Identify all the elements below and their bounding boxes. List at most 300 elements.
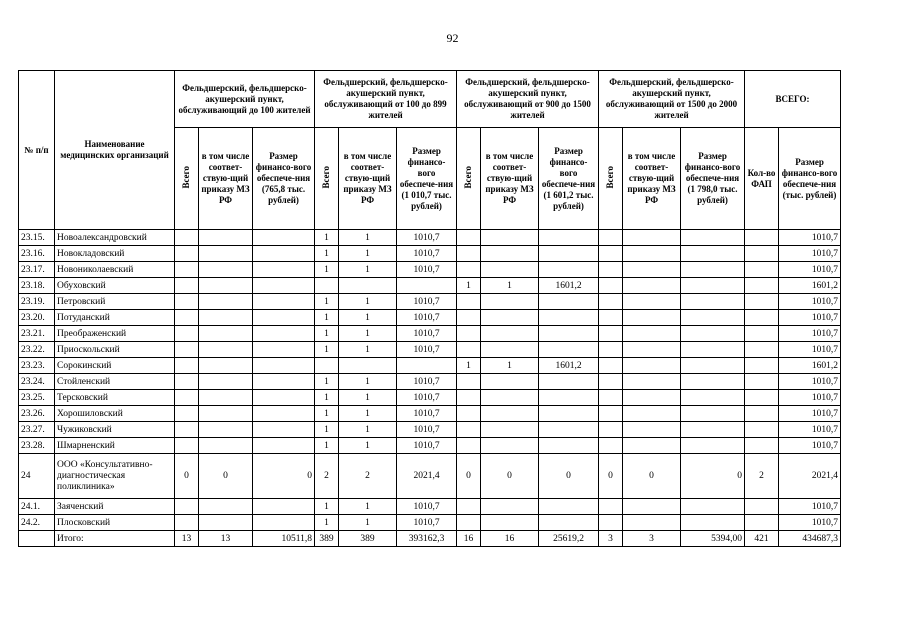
org-name-cell: Петровский [55,294,175,310]
value-cell: 1 [481,358,539,374]
value-cell [199,310,253,326]
table-row [19,438,841,454]
value-cell [253,438,315,454]
value-cell [253,342,315,358]
value-cell: 1010,7 [779,422,841,438]
value-cell: 1010,7 [779,499,841,515]
value-cell [681,438,745,454]
sub-header: Размер финансо-вого обеспече-ния (тыс. рублей) [779,128,841,230]
value-cell: 0 [681,454,745,499]
org-name-cell: Терсковский [55,390,175,406]
value-cell [457,390,481,406]
value-cell [599,342,623,358]
value-cell [623,390,681,406]
value-cell [745,278,779,294]
value-cell [253,246,315,262]
value-cell: 1 [339,422,397,438]
row-number-cell: 23.25. [19,390,55,406]
page-number: 92 [446,31,459,45]
value-cell [175,406,199,422]
value-cell [481,230,539,246]
value-cell [175,246,199,262]
value-cell: 1010,7 [397,262,457,278]
value-cell [397,278,457,294]
row-number-cell: 23.19. [19,294,55,310]
org-name-cell: Итого: [55,531,175,547]
value-cell [457,342,481,358]
value-cell: 1 [457,278,481,294]
value-cell [623,438,681,454]
value-cell: 0 [623,454,681,499]
value-cell [199,342,253,358]
value-cell [457,246,481,262]
table-row [19,278,841,294]
value-cell [253,310,315,326]
value-cell [199,390,253,406]
value-cell [253,294,315,310]
table-row [19,422,841,438]
sub-header: Размер финансо-вого обеспече-ния (765,8 тыс. рублей) [253,128,315,230]
row-number-cell: 23.21. [19,326,55,342]
value-cell: 10511,8 [253,531,315,547]
value-cell: 3 [623,531,681,547]
group-header-total: ВСЕГО: [745,71,841,128]
value-cell [623,262,681,278]
value-cell [539,294,599,310]
value-cell [175,278,199,294]
sub-header: Размер финансо-вого обеспече-ния (1 010,7 тыс. рублей) [397,128,457,230]
value-cell [681,326,745,342]
value-cell: 1 [315,246,339,262]
value-cell [599,422,623,438]
value-cell [745,515,779,531]
value-cell [457,262,481,278]
value-cell [175,326,199,342]
col-header-name: Наименование медицинских организаций [55,71,175,230]
value-cell: 1 [339,374,397,390]
value-cell: 1010,7 [397,499,457,515]
value-cell: 3 [599,531,623,547]
value-cell [745,406,779,422]
value-cell: 1 [315,390,339,406]
org-name-cell: Новокладовский [55,246,175,262]
value-cell [253,262,315,278]
value-cell [457,515,481,531]
org-name-cell: Новоалександровский [55,230,175,246]
value-cell [253,230,315,246]
row-number-cell: 23.22. [19,342,55,358]
value-cell [681,358,745,374]
value-cell: 16 [457,531,481,547]
org-name-cell: Обуховский [55,278,175,294]
value-cell [623,406,681,422]
org-name-cell: Преображенский [55,326,175,342]
value-cell [745,342,779,358]
value-cell: 0 [199,454,253,499]
value-cell [175,499,199,515]
value-cell [199,278,253,294]
org-name-cell: Хорошиловский [55,406,175,422]
org-name-cell: Сорокинский [55,358,175,374]
value-cell [253,515,315,531]
value-cell: 1 [339,246,397,262]
value-cell: 1 [339,326,397,342]
value-cell: 1010,7 [397,515,457,531]
value-cell [599,499,623,515]
value-cell: 0 [253,454,315,499]
table-row [19,454,841,499]
row-number-cell [19,531,55,547]
value-cell [681,499,745,515]
value-cell [539,438,599,454]
value-cell: 1010,7 [779,294,841,310]
value-cell [539,499,599,515]
value-cell [745,422,779,438]
value-cell: 1 [315,262,339,278]
value-cell: 1010,7 [779,310,841,326]
value-cell [623,310,681,326]
value-cell: 0 [539,454,599,499]
value-cell: 1010,7 [397,374,457,390]
table-row [19,406,841,422]
value-cell: 0 [599,454,623,499]
value-cell [599,294,623,310]
value-cell [681,515,745,531]
group-header: Фельдшерский, фельдшерско-акушерский пункт, обслуживающий от 1500 до 2000 жителей [599,71,745,128]
org-name-cell: Стойленский [55,374,175,390]
value-cell: 0 [481,454,539,499]
value-cell [599,374,623,390]
row-number-cell: 24.2. [19,515,55,531]
value-cell [481,515,539,531]
value-cell: 1 [339,342,397,358]
value-cell [599,310,623,326]
value-cell [599,230,623,246]
value-cell: 1010,7 [397,422,457,438]
value-cell: 1 [315,230,339,246]
row-number-cell: 23.28. [19,438,55,454]
value-cell: 1 [339,515,397,531]
value-cell: 2 [745,454,779,499]
value-cell [539,310,599,326]
table-row [19,390,841,406]
sub-header: Кол-во ФАП [745,128,779,230]
value-cell [539,406,599,422]
value-cell: 434687,3 [779,531,841,547]
value-cell [623,515,681,531]
value-cell [481,374,539,390]
value-cell: 1 [339,262,397,278]
value-cell [599,438,623,454]
value-cell [199,230,253,246]
value-cell [253,406,315,422]
value-cell [253,422,315,438]
value-cell [681,374,745,390]
value-cell: 1 [457,358,481,374]
table-row [19,262,841,278]
value-cell [745,390,779,406]
row-number-cell: 23.15. [19,230,55,246]
value-cell [599,326,623,342]
org-name-cell: Потуданский [55,310,175,326]
sub-header: Размер финансо-вого обеспече-ния (1 601,2 тыс. рублей) [539,128,599,230]
value-cell: 1 [315,326,339,342]
value-cell [481,406,539,422]
value-cell [199,422,253,438]
value-cell [199,438,253,454]
value-cell: 2 [315,454,339,499]
value-cell: 1010,7 [397,294,457,310]
value-cell [315,358,339,374]
value-cell [481,326,539,342]
value-cell: 5394,00 [681,531,745,547]
value-cell: 393162,3 [397,531,457,547]
sub-header: Размер финансо-вого обеспече-ния (1 798,0 тыс. рублей) [681,128,745,230]
value-cell [539,422,599,438]
value-cell: 1010,7 [779,406,841,422]
value-cell [623,278,681,294]
value-cell: 1010,7 [397,310,457,326]
value-cell [681,278,745,294]
value-cell: 1010,7 [397,390,457,406]
value-cell [623,499,681,515]
value-cell: 1601,2 [779,278,841,294]
value-cell: 2021,4 [779,454,841,499]
value-cell: 1010,7 [397,438,457,454]
table-row [19,499,841,515]
value-cell [175,294,199,310]
value-cell: 1 [315,515,339,531]
value-cell [175,342,199,358]
value-cell [481,342,539,358]
value-cell [315,278,339,294]
sub-header-total: Всего [599,128,623,230]
value-cell: 421 [745,531,779,547]
row-number-cell: 23.17. [19,262,55,278]
table-row [19,294,841,310]
value-cell: 1010,7 [779,342,841,358]
value-cell [481,246,539,262]
value-cell [539,246,599,262]
org-name-cell: Чужиковский [55,422,175,438]
value-cell [539,374,599,390]
value-cell: 1010,7 [779,390,841,406]
value-cell [175,515,199,531]
value-cell: 1 [315,438,339,454]
value-cell: 0 [175,454,199,499]
value-cell [623,294,681,310]
value-cell [623,422,681,438]
value-cell: 1 [339,499,397,515]
value-cell: 1601,2 [779,358,841,374]
value-cell [339,278,397,294]
row-number-cell: 23.20. [19,310,55,326]
value-cell: 389 [339,531,397,547]
value-cell [253,390,315,406]
value-cell [599,358,623,374]
value-cell [481,390,539,406]
value-cell: 1 [339,310,397,326]
group-header: Фельдшерский, фельдшерско-акушерский пункт, обслуживающий от 100 до 899 жителей [315,71,457,128]
table-row [19,358,841,374]
col-header-num: № п/п [19,71,55,230]
value-cell [623,246,681,262]
value-cell [623,326,681,342]
value-cell [681,310,745,326]
value-cell [397,358,457,374]
value-cell [599,262,623,278]
value-cell: 2021,4 [397,454,457,499]
value-cell [745,262,779,278]
value-cell [457,310,481,326]
value-cell: 1010,7 [397,326,457,342]
sub-header-total: Всего [457,128,481,230]
value-cell [745,230,779,246]
value-cell: 2 [339,454,397,499]
value-cell [339,358,397,374]
value-cell [623,358,681,374]
value-cell [481,499,539,515]
value-cell [481,438,539,454]
value-cell [745,246,779,262]
value-cell: 1010,7 [779,262,841,278]
value-cell [175,230,199,246]
value-cell [199,326,253,342]
sub-header: в том числе соответ-ствую-щий приказу МЗ РФ [199,128,253,230]
value-cell [199,515,253,531]
value-cell [175,374,199,390]
row-number-cell: 23.18. [19,278,55,294]
table-row [19,342,841,358]
value-cell [199,406,253,422]
value-cell [745,358,779,374]
org-name-cell: ООО «Консультативно-диагностическая поликлиника» [55,454,175,499]
value-cell [253,358,315,374]
value-cell: 1 [339,230,397,246]
table-body [19,230,841,547]
sub-header: в том числе соответ-ствую-щий приказу МЗ РФ [481,128,539,230]
value-cell [681,246,745,262]
value-cell [745,374,779,390]
value-cell: 1 [315,374,339,390]
value-cell [745,310,779,326]
value-cell: 1 [315,422,339,438]
row-number-cell: 23.16. [19,246,55,262]
financing-table [18,70,841,547]
value-cell: 25619,2 [539,531,599,547]
value-cell [481,422,539,438]
value-cell: 0 [457,454,481,499]
value-cell [175,422,199,438]
row-number-cell: 23.24. [19,374,55,390]
value-cell [457,422,481,438]
value-cell: 1 [339,406,397,422]
value-cell: 1 [315,310,339,326]
value-cell [681,294,745,310]
value-cell: 1010,7 [779,246,841,262]
row-number-cell: 24 [19,454,55,499]
value-cell [599,406,623,422]
row-number-cell: 23.27. [19,422,55,438]
value-cell [623,374,681,390]
value-cell [599,246,623,262]
value-cell: 1010,7 [779,374,841,390]
value-cell: 1 [339,294,397,310]
value-cell: 1010,7 [397,246,457,262]
org-name-cell: Приоскольский [55,342,175,358]
value-cell [681,406,745,422]
org-name-cell: Заяченский [55,499,175,515]
value-cell [199,358,253,374]
value-cell [457,499,481,515]
sub-header-total: Всего [175,128,199,230]
value-cell [539,515,599,531]
value-cell [457,406,481,422]
table-row [19,515,841,531]
org-name-cell: Шмарненский [55,438,175,454]
value-cell [457,374,481,390]
table-row [19,230,841,246]
table-row [19,326,841,342]
value-cell: 16 [481,531,539,547]
value-cell [253,326,315,342]
value-cell [745,294,779,310]
value-cell: 1 [339,438,397,454]
value-cell [681,342,745,358]
value-cell [199,262,253,278]
value-cell [599,515,623,531]
value-cell [623,342,681,358]
value-cell [199,246,253,262]
value-cell [539,230,599,246]
row-number-cell: 24.1. [19,499,55,515]
table-row [19,310,841,326]
value-cell: 1010,7 [397,230,457,246]
value-cell: 1601,2 [539,358,599,374]
value-cell: 1601,2 [539,278,599,294]
value-cell [175,310,199,326]
value-cell [745,326,779,342]
value-cell [599,390,623,406]
value-cell [175,358,199,374]
value-cell [681,230,745,246]
group-header: Фельдшерский, фельдшерско-акушерский пункт, обслуживающий до 100 жителей [175,71,315,128]
group-header: Фельдшерский, фельдшерско-акушерский пункт, обслуживающий от 900 до 1500 жителей [457,71,599,128]
org-name-cell: Новониколаевский [55,262,175,278]
value-cell: 1010,7 [397,342,457,358]
value-cell [457,326,481,342]
value-cell: 389 [315,531,339,547]
value-cell [623,230,681,246]
value-cell [539,326,599,342]
value-cell [199,499,253,515]
value-cell: 13 [199,531,253,547]
value-cell [539,262,599,278]
sub-header: в том числе соответ-ствую-щий приказу МЗ РФ [623,128,681,230]
table-row [19,374,841,390]
value-cell: 1010,7 [779,230,841,246]
value-cell [253,374,315,390]
value-cell [539,342,599,358]
value-cell [457,438,481,454]
value-cell [481,262,539,278]
value-cell: 1 [315,406,339,422]
org-name-cell: Плосковский [55,515,175,531]
value-cell [253,278,315,294]
value-cell [199,294,253,310]
value-cell [681,390,745,406]
value-cell: 1 [315,499,339,515]
